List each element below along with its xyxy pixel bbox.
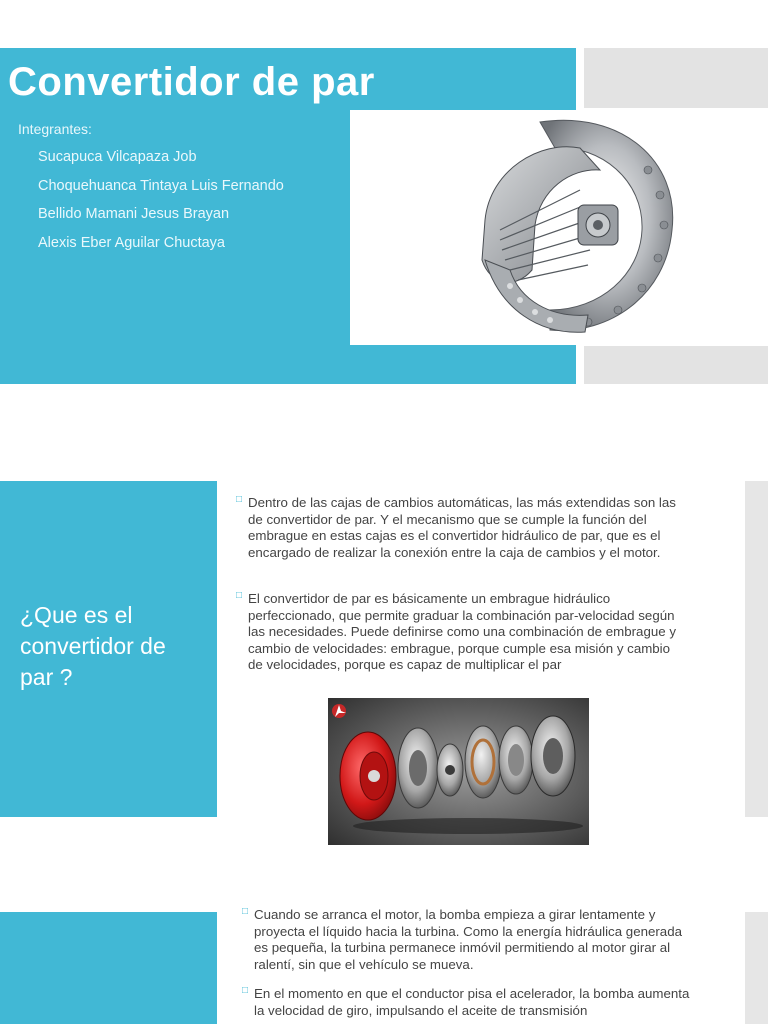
member-name: Alexis Eber Aguilar Chuctaya xyxy=(38,235,225,251)
bullet-icon: □ xyxy=(242,906,249,917)
section-panel xyxy=(0,912,217,1024)
slide-edge-grey xyxy=(745,912,768,1024)
paragraph: En el momento en que el conductor pisa el acelerador, la bomba aumenta la velocidad de giro, impulsando el aceite de transmisión xyxy=(254,986,690,1018)
title-slide-grey-block-bottom xyxy=(584,346,768,384)
torque-converter-cutaway-icon xyxy=(350,110,768,345)
member-name: Sucapuca Vilcapaza Job xyxy=(38,149,197,165)
member-name: Bellido Mamani Jesus Brayan xyxy=(38,206,230,222)
paragraph: Cuando se arranca el motor, la bomba empieza a girar lentamente y proyecta el líquido hacia la turbina. Como la energía hidráulica generada es pequeña, la turbina permanece inmóvil permitiendo al motor girar al ralentí, sin que el vehículo se mueva. xyxy=(254,907,682,972)
exploded-torque-converter-icon xyxy=(328,698,589,845)
bullet-icon: □ xyxy=(236,494,243,505)
slide-edge-grey xyxy=(745,481,768,817)
member-name: Choquehuanca Tintaya Luis Fernando xyxy=(38,178,284,194)
title-slide-heading: Convertidor de par xyxy=(8,60,375,104)
bullet-icon: □ xyxy=(242,985,249,996)
torque-converter-photo xyxy=(350,110,768,345)
members-label: Integrantes: xyxy=(18,121,92,137)
section-heading: ¿Que es el convertidor de par ? xyxy=(20,602,166,690)
exploded-converter-photo xyxy=(328,698,589,845)
paragraph: Dentro de las cajas de cambios automáticas, las más extendidas son las de convertidor de par. Y el mecanismo que se cumple la función del embrague en estas cajas es el convertidor hidráulico de par, que es el encargado de realizar la conexión entre la caja de cambios y el motor. xyxy=(248,495,676,560)
bullet-icon: □ xyxy=(236,590,243,601)
title-slide-grey-block-top xyxy=(584,48,768,108)
paragraph: El convertidor de par es básicamente un embrague hidráulico perfeccionado, que permite graduar la combinación par-velocidad según las necesidades. Puede definirse como una combinación de embrague y cambio de velocidades: embrague, porque cumple esa misión y cambio de velocidades, porque es capaz de multiplicar el par xyxy=(248,591,676,673)
